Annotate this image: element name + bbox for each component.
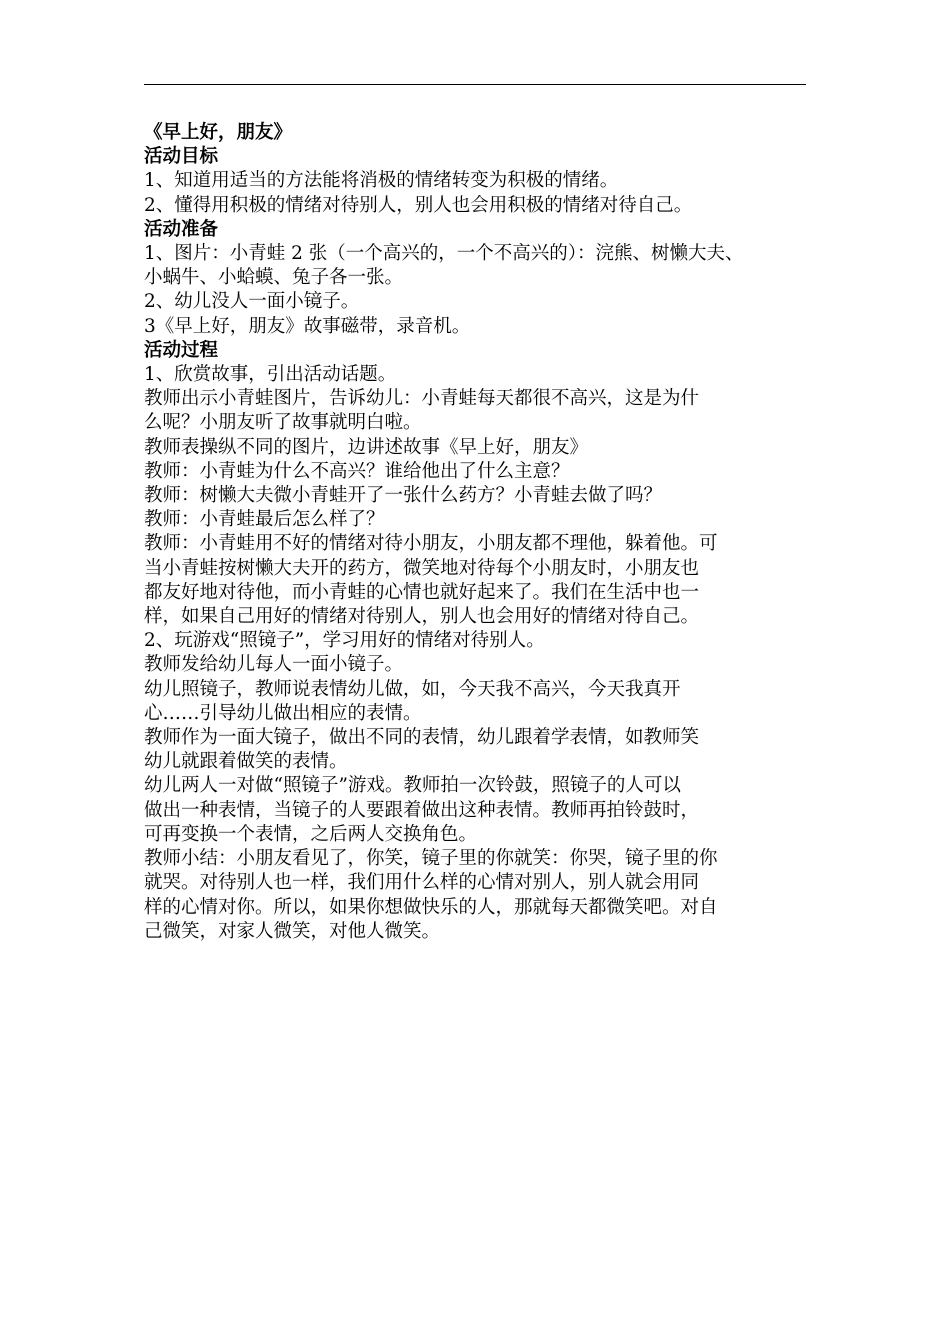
paragraph-line: 2、懂得用积极的情绪对待别人，别人也会用积极的情绪对待自己。: [144, 194, 693, 216]
paragraph-line: 教师：小青蛙最后怎么样了？: [144, 509, 385, 531]
section-heading: 活动过程: [144, 339, 219, 361]
paragraph-line: 么呢？小朋友听了故事就明白啦。: [144, 412, 422, 434]
section-prep: [144, 218, 808, 339]
paragraph-line: 己微笑，对家人微笑，对他人微笑。: [144, 920, 441, 942]
paragraph-line: 2、玩游戏“照镜子”，学习用好的情绪对待别人。: [144, 630, 545, 652]
paragraph-line: 幼儿照镜子，教师说表情幼儿做，如，今天我不高兴，今天我真开: [144, 678, 681, 700]
paragraph-line: 做出一种表情，当镜子的人要跟着做出这种表情。教师再拍铃鼓时，: [144, 799, 700, 821]
paragraph-line: 教师作为一面大镜子，做出不同的表情，幼儿跟着学表情，如教师笑: [144, 727, 700, 749]
paragraph-line: 1、图片：小青蛙 2 张（一个高兴的，一个不高兴的）：浣熊、树懒大夫、: [144, 243, 744, 265]
document-title: 《早上好，朋友》: [144, 122, 293, 143]
paragraph-line: 2、幼儿没人一面小镜子。: [144, 291, 360, 313]
paragraph-line: 幼儿就跟着做笑的表情。: [144, 751, 348, 773]
paragraph-line: 心……引导幼儿做出相应的表情。: [144, 702, 422, 724]
paragraph-line: 教师：小青蛙用不好的情绪对待小朋友，小朋友都不理他，躲着他。可: [144, 533, 718, 555]
paragraph-line: 1、知道用适当的方法能将消极的情绪转变为积极的情绪。: [144, 170, 619, 192]
paragraph-line: 教师小结：小朋友看见了，你笑，镜子里的你就笑：你哭，镜子里的你: [144, 848, 718, 870]
section-heading: 活动目标: [144, 146, 219, 168]
paragraph-line: 教师：小青蛙为什么不高兴？谁给他出了什么主意？: [144, 460, 570, 482]
paragraph-line: 都友好地对待他，而小青蛙的心情也就好起来了。我们在生活中也一: [144, 581, 700, 603]
paragraph-line: 就哭。对待别人也一样，我们用什么样的心情对别人，别人就会用同: [144, 872, 700, 894]
paragraph-line: 样的心情对你。所以，如果你想做快乐的人，那就每天都微笑吧。对自: [144, 896, 718, 918]
paragraph-line: 1、欣赏故事，引出活动话题。: [144, 364, 397, 386]
section-process: [144, 339, 808, 944]
paragraph-line: 小蜗牛、小蛤蟆、兔子各一张。: [144, 267, 404, 289]
paragraph-line: 教师：树懒大夫微小青蛙开了一张什么药方？小青蛙去做了吗？: [144, 485, 663, 507]
section-heading: 活动准备: [144, 218, 219, 240]
paragraph-line: 教师发给幼儿每人一面小镜子。: [144, 654, 404, 676]
section-goals: [144, 145, 808, 218]
paragraph-line: 教师出示小青蛙图片，告诉幼儿：小青蛙每天都很不高兴，这是为什: [144, 388, 700, 410]
paragraph-line: 样，如果自己用好的情绪对待别人，别人也会用好的情绪对待自己。: [144, 606, 700, 628]
paragraph-line: 幼儿两人一对做“照镜子”游戏。教师拍一次铃鼓，照镜子的人可以: [144, 775, 681, 797]
document-body: [144, 121, 808, 944]
paragraph-line: 3《早上好，朋友》故事磁带，录音机。: [144, 315, 471, 337]
paragraph-line: 可再变换一个表情，之后两人交换角色。: [144, 823, 478, 845]
header-rule: [144, 84, 806, 85]
paragraph-line: 教师表操纵不同的图片，边讲述故事《早上好，朋友》: [144, 436, 589, 458]
paragraph-line: 当小青蛙按树懒大夫开的药方，微笑地对待每个小朋友时，小朋友也: [144, 557, 700, 579]
